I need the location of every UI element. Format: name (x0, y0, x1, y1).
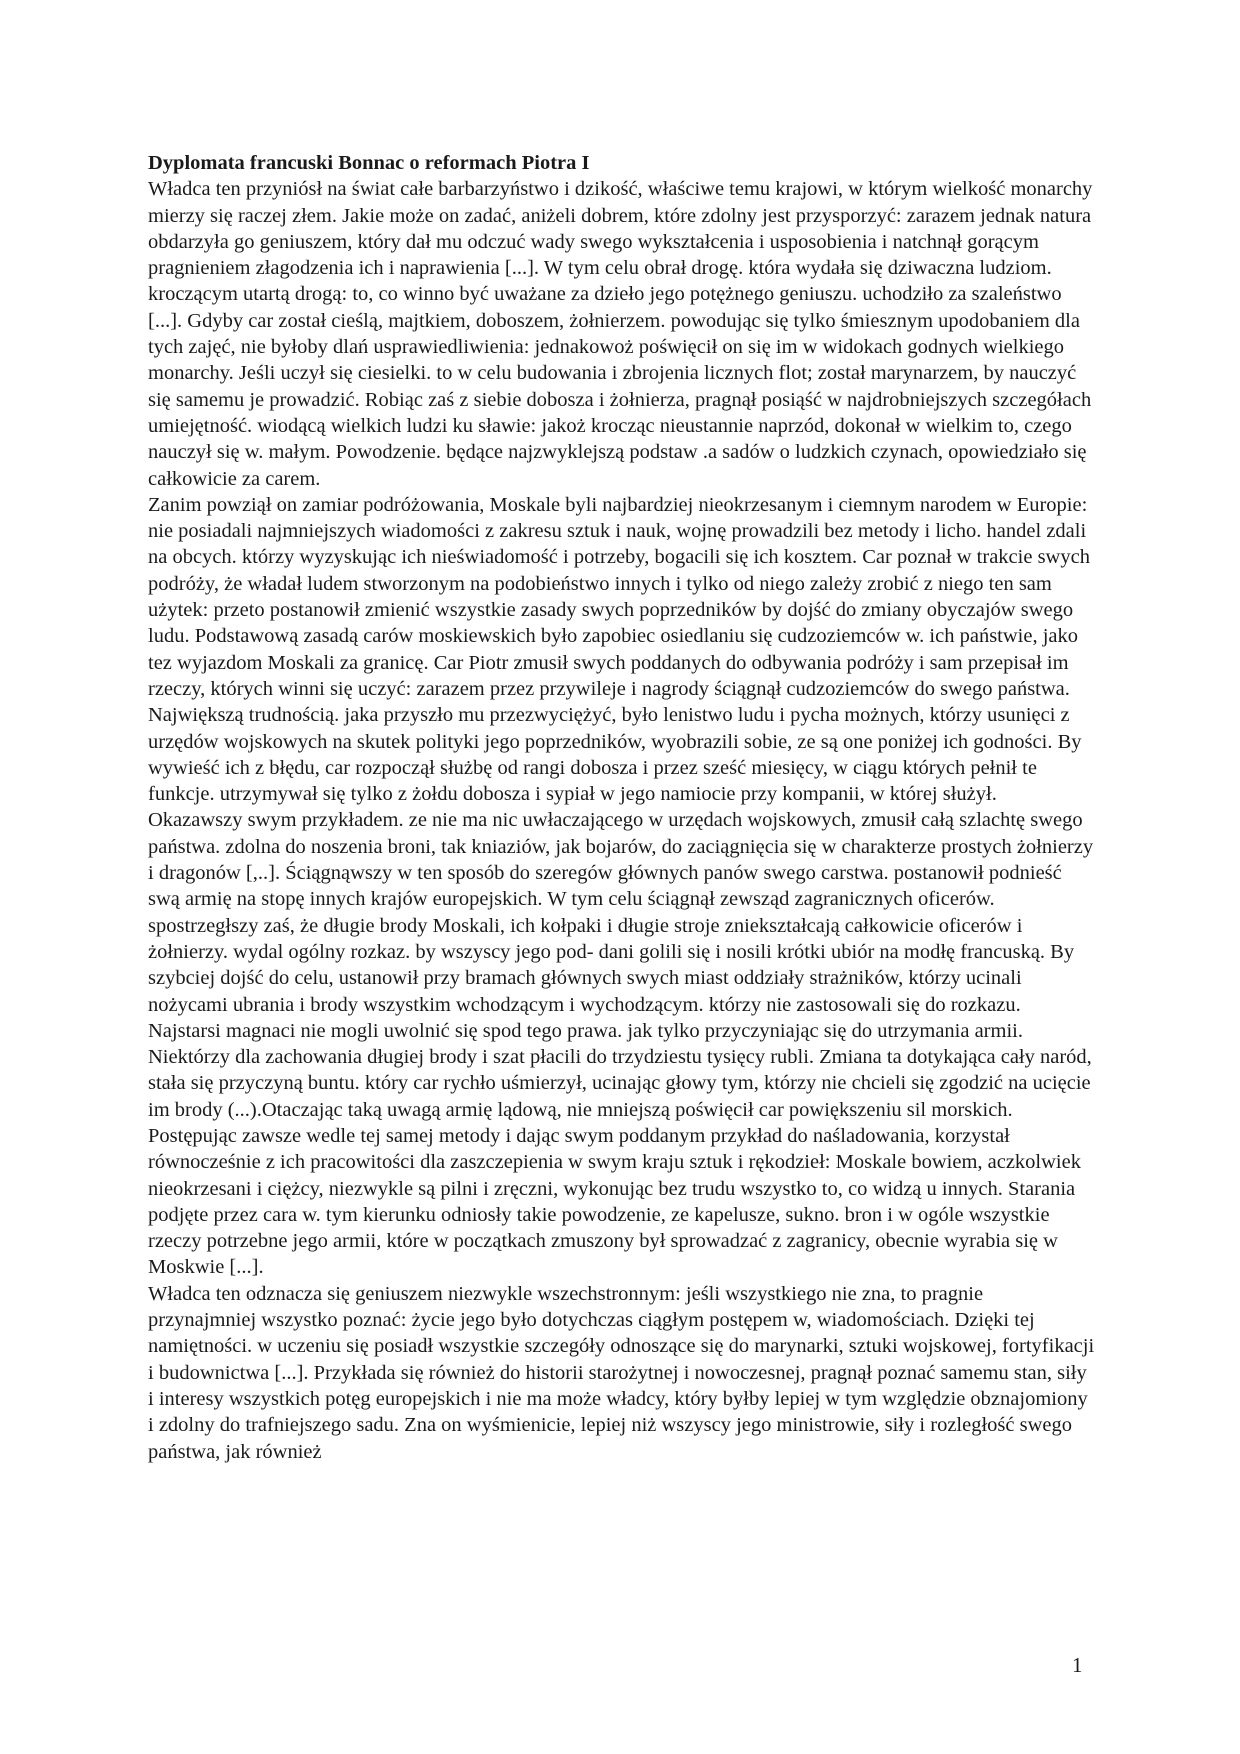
document-title: Dyplomata francuski Bonnac o reformach Piotra I (148, 152, 590, 174)
paragraph-4: Władca ten odznacza się geniuszem niezwykle wszechstronnym: jeśli wszystkiego nie zna, to pragnie przynajmniej wszystko poznać: życie jego było dotychczas ciągłym postępem w, wiadomościach. Dzięki tej namiętności. w uczeniu się posiadł wszystkie szczegóły odnoszące się do marynarki, sztuki wojskowej, fortyfikacji i budownictwa [...]. Przykłada się również do historii starożytnej i nowoczesnej, pragnął poznać samemu stan, siły i interesy wszystkich potęg europejskich i nie ma może władcy, który byłby lepiej w tym względzie obznajomiony i zdolny do trafniejszego sadu. Zna on wyśmienicie, lepiej niż wszyscy jego ministrowie, siły i rozległość swego państwa, jak również (148, 1282, 1095, 1463)
page-number: 1 (1072, 1653, 1083, 1677)
paragraph-3: Największą trudnością. jaka przyszło mu przezwyciężyć, było lenistwo ludu i pycha możnych, którzy usunięci z urzędów wojskowych na skutek polityki jego poprzedników, wyobrazili sobie, ze są one poniżej ich godności. By wywieść ich z błędu, car rozpoczął służbę od rangi dobosza i przez sześć miesięcy, w ciągu których pełnił te funkcje. utrzymywał się tylko z żołdu dobosza i sypiał w jego namiocie przy kompanii, w której służył. Okazawszy swym przykładem. ze nie ma nic uwłaczającego w urzędach wojskowych, zmusił całą szlachtę swego państwa. zdolna do noszenia broni, tak kniaziów, jak bojarów, do zaciągnięcia się w charakterze prostych żołnierzy i dragonów [,..]. Ściągnąwszy w ten sposób do szeregów głównych panów swego carstwa. postanowił podnieść swą armię na stopę innych krajów europejskich. W tym celu ściągnął zewsząd zagranicznych oficerów. spostrzegłszy zaś, że długie brody Moskali, ich kołpaki i długie stroje zniekształcają całkowicie oficerów i żołnierzy. wydal ogólny rozkaz. by wszyscy jego pod- dani golili się i nosili krótki ubiór na modłę francuską. By szybciej dojść do celu, ustanowił przy bramach głównych swych miast oddziały strażników, którzy ucinali nożycami ubrania i brody wszystkim wchodzącym i wychodzącym. którzy nie zastosowali się do rozkazu. Najstarsi magnaci nie mogli uwolnić się spod tego prawa. jak tylko przyczyniając się do utrzymania armii. Niektórzy dla zachowania długiej brody i szat płacili do trzydziestu tysięcy rubli. Zmiana ta dotykająca cały naród, stała się przyczyną buntu. który car rychło uśmierzył, ucinając głowy tym, którzy nie chcieli się zgodzić na ucięcie im brody (...).Otaczając taką uwagą armię lądową, nie mniejszą poświęcił car powiększeniu sil morskich. Postępując zawsze wedle tej samej metody i dając swym poddanym przykład do naśladowania, korzystał równocześnie z ich pracowitości dla zaszczepienia w swym kraju sztuk i rękodzieł: Moskale bowiem, aczkolwiek nieokrzesani i ciężcy, niezwykle są pilni i zręczni, wykonując bez trudu wszystko to, co widzą u innych. Starania podjęte przez cara w. tym kierunku odniosły takie powodzenie, ze kapelusze, sukno. bron i w ogóle wszystkie rzeczy potrzebne jego armii, które w początkach zmuszony był sprowadzać z zagranicy, obecnie wyrabia się w Moskwie [...]. (148, 704, 1094, 1279)
paragraph-1: Władca ten przyniósł na świat całe barbarzyństwo i dzikość, właściwe temu krajowi, w którym wielkość monarchy mierzy się raczej złem. Jakie może on zadać, aniżeli dobrem, które zdolny jest przysporzyć: zarazem jednak natura obdarzyła go geniuszem, który dał mu odczuć wady swego wykształcenia i usposobienia i natchnął gorącym pragnieniem złagodzenia ich i naprawienia [...]. W tym celu obrał drogę. która wydała się dziwaczna ludziom. kroczącym utartą drogą: to, co winno być uważane za dzieło jego potężnego geniuszu. uchodziło za szaleństwo [...]. Gdyby car został cieślą, majtkiem, doboszem, żołnierzem. powodując się tylko śmiesznym upodobaniem dla tych zajęć, nie byłoby dlań usprawiedliwienia: jednakowoż poświęcił on się im w widokach godnych wielkiego monarchy. Jeśli uczył się ciesielki. to w celu budowania i zbrojenia licznych flot; został marynarzem, by nauczyć się samemu je prowadzić. Robiąc zaś z siebie dobosza i żołnierza, pragnął posiąść w najdrobniejszych szczegółach umiejętność. wiodącą wielkich ludzi ku sławie: jakoż krocząc nieustannie naprzód, dokonał w wielkim to, czego nauczył się w. małym. Powodzenie. będące najzwyklejszą podstaw .a sadów o ludzkich czynach, opowiedziało się całkowicie za carem. (148, 178, 1093, 490)
document-body (148, 150, 1096, 1465)
paragraph-2: Zanim powziął on zamiar podróżowania, Moskale byli najbardziej nieokrzesanym i ciemnym narodem w Europie: nie posiadali najmniejszych wiadomości z zakresu sztuk i nauk, wojnę prowadzili bez metody i licho. handel zdali na obcych. którzy wyzyskując ich nieświadomość i potrzeby, bogacili się ich kosztem. Car poznał w trakcie swych podróży, że władał ludem stworzonym na podobieństwo innych i tylko od niego zależy zrobić z niego ten sam użytek: przeto postanowił zmienić wszystkie zasady swych poprzedników by dojść do zmiany obyczajów swego ludu. Podstawową zasadą carów moskiewskich było zapobiec osiedlaniu się cudzoziemców w. ich państwie, jako tez wyjazdom Moskali za granicę. Car Piotr zmusił swych poddanych do odbywania podróży i sam przepisał im rzeczy, których winni się uczyć: zarazem przez przywileje i nagrody ściągnął cudzoziemców do swego państwa. (148, 493, 1090, 700)
